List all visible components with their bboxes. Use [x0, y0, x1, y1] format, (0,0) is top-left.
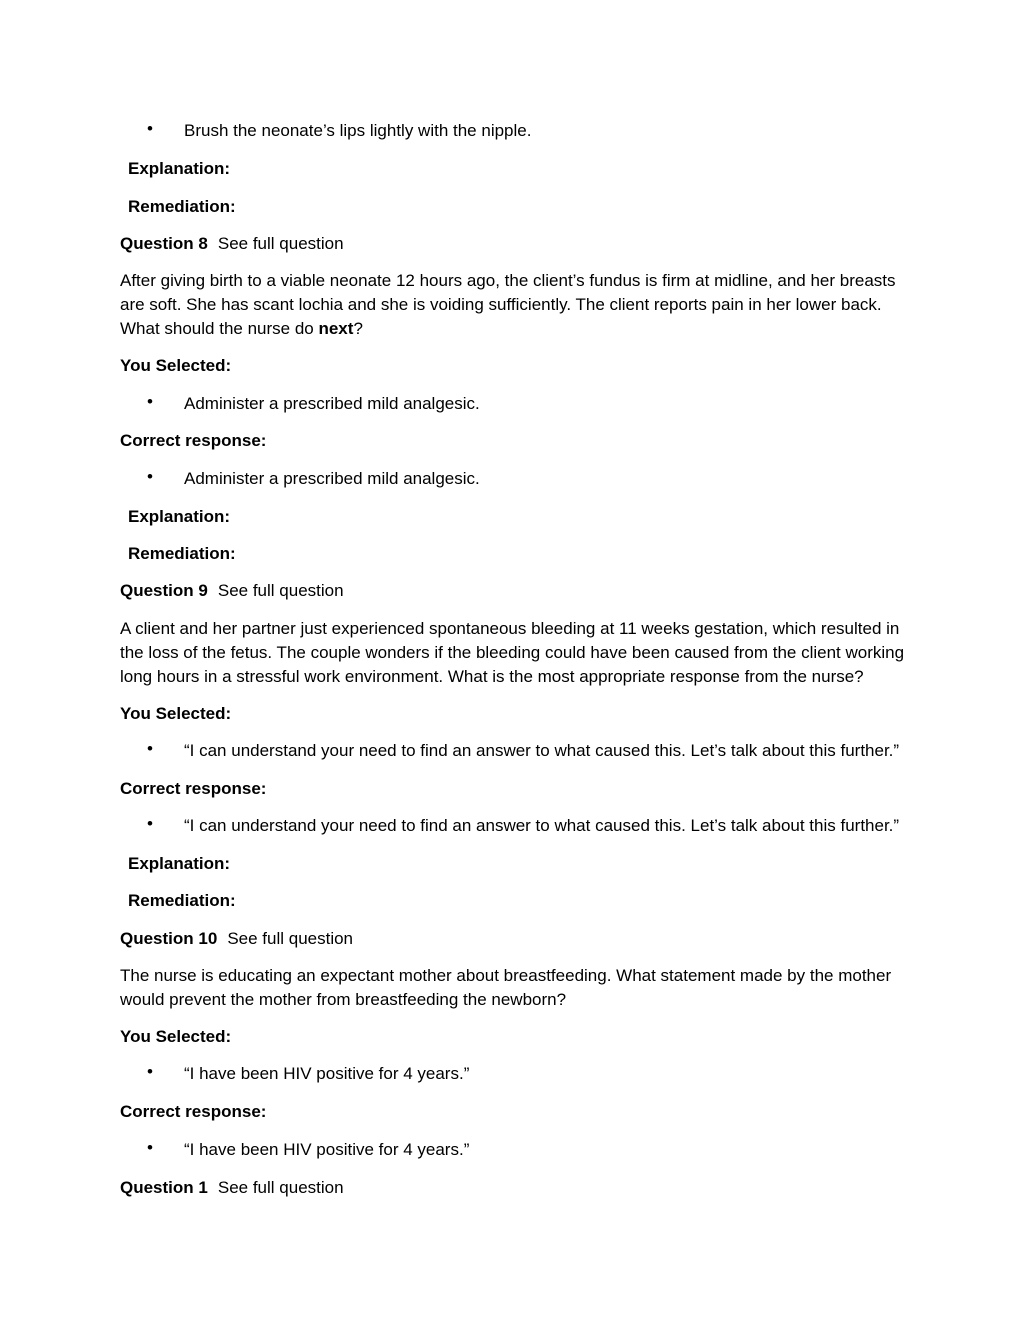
remediation-label: Remediation:	[128, 891, 236, 910]
bullet-glyph: •	[147, 119, 153, 138]
explanation-label: Explanation:	[128, 854, 231, 873]
question-heading	[120, 927, 353, 951]
answer-text: “I have been HIV positive for 4 years.”	[184, 1064, 470, 1083]
remediation-label: Remediation:	[128, 544, 236, 563]
you-selected-label: You Selected:	[120, 704, 232, 723]
you-selected-label: You Selected:	[120, 1027, 232, 1046]
explanation-label: Explanation:	[128, 507, 231, 526]
remediation-label: Remediation:	[128, 197, 236, 216]
bullet-glyph: •	[147, 739, 153, 758]
answer-text: Administer a prescribed mild analgesic.	[184, 394, 480, 413]
option-text: Brush the neonate’s lips lightly with the nipple.	[184, 121, 532, 140]
answer-text: “I have been HIV positive for 4 years.”	[184, 1140, 470, 1159]
question-heading	[120, 232, 344, 256]
question-text: A client and her partner just experienced spontaneous bleeding at 11 weeks gestation, which resulted in the loss of the fetus. The couple wonders if the bleeding could have been caused from the client working long hours in a stressful work environment. What is the most appropriate response from the nurse?	[120, 619, 905, 686]
question-number: Question 10	[120, 929, 218, 948]
bullet-glyph: •	[147, 814, 153, 833]
you-selected-label: You Selected:	[120, 356, 232, 375]
correct-response-label: Correct response:	[120, 431, 267, 450]
correct-response-label: Correct response:	[120, 779, 267, 798]
bullet-glyph: •	[147, 392, 153, 411]
question-heading	[120, 579, 344, 603]
answer-text: Administer a prescribed mild analgesic.	[184, 469, 480, 488]
bullet-glyph: •	[147, 1138, 153, 1157]
question-number: Question 1	[120, 1178, 208, 1197]
see-full-question-link[interactable]: See full question	[217, 581, 344, 600]
correct-response-label: Correct response:	[120, 1102, 267, 1121]
answer-text: “I can understand your need to find an answer to what caused this. Let’s talk about this further.”	[184, 741, 900, 760]
bullet-glyph: •	[147, 467, 153, 486]
see-full-question-link[interactable]: See full question	[227, 929, 354, 948]
question-text: The nurse is educating an expectant mother about breastfeeding. What statement made by the mother would prevent the mother from breastfeeding the newborn?	[120, 966, 892, 1009]
question-number: Question 8	[120, 234, 208, 253]
question-text: After giving birth to a viable neonate 12 hours ago, the client’s fundus is firm at midline, and her breasts are soft. She has scant lochia and she is voiding sufficiently. The client reports pain in her lower back. What should the nurse do next?	[120, 271, 896, 338]
see-full-question-link[interactable]: See full question	[217, 1178, 344, 1197]
bullet-glyph: •	[147, 1062, 153, 1081]
question-number: Question 9	[120, 581, 208, 600]
see-full-question-link[interactable]: See full question	[217, 234, 344, 253]
answer-text: “I can understand your need to find an answer to what caused this. Let’s talk about this further.”	[184, 816, 900, 835]
explanation-label: Explanation:	[128, 159, 231, 178]
emphasis-next: next	[318, 319, 354, 338]
question-heading	[120, 1176, 344, 1200]
